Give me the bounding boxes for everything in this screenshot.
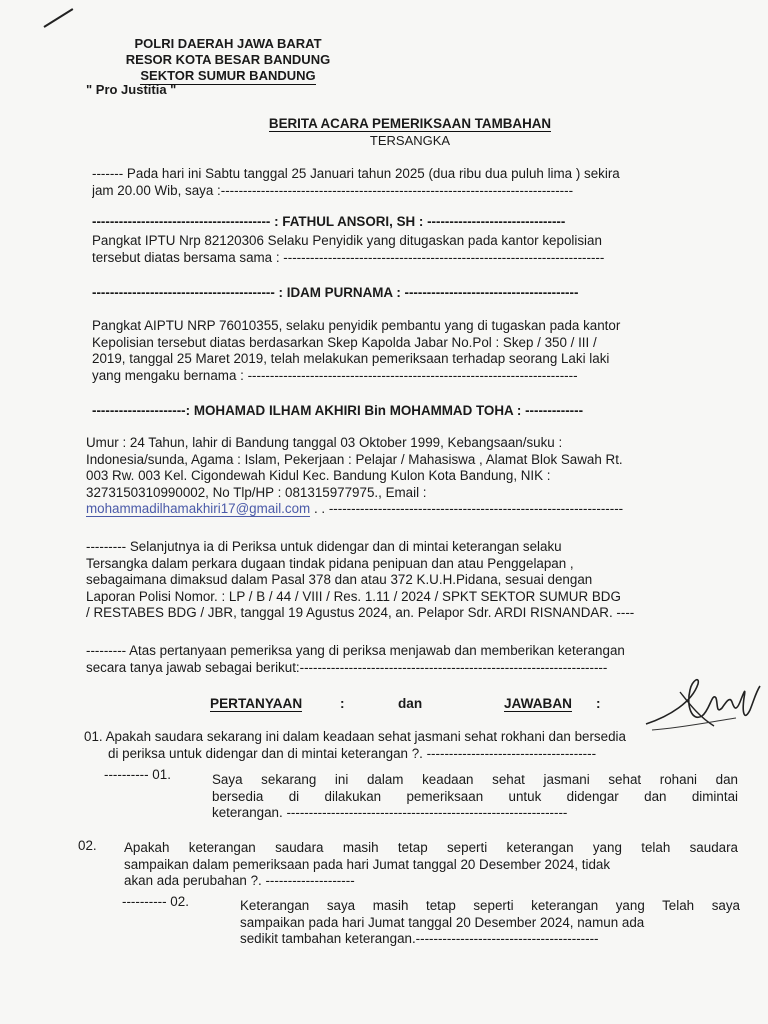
case-context: --------- Selanjutnya ia di Periksa untuk didengar dan di mintai keterangan selaku Tersangka dalam perkara dugaan tindak pidana penipuan dan atau Penggelapan , sebagaimana dimaksud dalam Pasal 378 dan atau 372 K.U.H.Pidana, sesuai dengan Laporan Polisi Nomor. : LP / B / 44 / VIII / Res. 1.11 / 2024 / SPKT SEKTOR SUMUR BDG / RESTABES BDG / JBR, tanggal 19 Agustus 2024, an. Pelapor Sdr. ARDI RISNANDAR. ---- bbox=[86, 539, 635, 621]
letterhead bbox=[112, 36, 344, 85]
question-1: 01. Apakah saudara sekarang ini dalam keadaan sehat jasmani sehat rokhani dan bersedia di periksa untuk didengar dan di mintai keterangan ?. -------------------------------------- bbox=[84, 729, 626, 761]
answer-2: Keterangan saya masih tetap seperti keterangan yang Telah saya sampaikan pada hari Jumat tanggal 20 Desember 2024, namun ada sedikit tambahan keterangan.----------------------------------------- bbox=[240, 898, 740, 947]
letterhead-line-3: SEKTOR SUMUR BANDUNG bbox=[140, 68, 316, 83]
answer-1-number: ---------- 01. bbox=[104, 767, 171, 782]
qa-colon: : bbox=[596, 696, 601, 711]
question-2: Apakah keterangan saudara masih tetap seperti keterangan yang telah saudara sampaikan dalam pemeriksaan pada hari Jumat tanggal 20 Desember 2024, tidak akan ada perubahan ?. -------------------- bbox=[124, 840, 738, 889]
qa-question-heading: PERTANYAAN bbox=[210, 696, 303, 711]
answer-1: Saya sekarang ini dalam keadaan sehat jasmani sehat rohani dan bersedia di dilakukan pemeriksaan untuk didengar dan dimintai keterangan. --------------------------------------------------------------- bbox=[212, 772, 738, 821]
document-subtitle: TERSANGKA bbox=[369, 133, 451, 148]
suspect-details: Umur : 24 Tahun, lahir di Bandung tanggal 03 Oktober 1999, Kebangsaan/suku : Indonesia/sunda, Agama : Islam, Pekerjaan : Pelajar / Mahasiswa , Alamat Blok Sawah Rt. 003 Rw. 003 Kel. Cigondewah Kidul Kec. Bandung Kulon Kota Bandung, NIK : 3273150310990002, No Tlp/HP : 081315977975., Email : mohammadilhamakhiri17@gmail.com . . ------------------------------------------------------------------ bbox=[86, 435, 624, 517]
investigator-1-details: Pangkat IPTU Nrp 82120306 Selaku Penyidik yang ditugaskan pada kantor kepolisian tersebut diatas bersama sama : ------------------------------------------------------------------------ bbox=[92, 233, 605, 265]
email-link[interactable]: mohammadilhamakhiri17@gmail.com bbox=[86, 501, 311, 517]
investigator-2-name: ----------------------------------------- : IDAM PURNAMA : --------------------------------------- bbox=[92, 285, 579, 300]
opening-line: ------- Pada hari ini Sabtu tanggal 25 Januari tahun 2025 (dua ribu dua puluh lima ) sekira bbox=[92, 166, 620, 181]
opening-line: jam 20.00 Wib, saya :------------------------------------------------------------------------------- bbox=[92, 182, 574, 198]
letterhead-line-2: RESOR KOTA BESAR BANDUNG bbox=[125, 52, 331, 67]
suspect-name: ---------------------: MOHAMAD ILHAM AKHIRI Bin MOHAMMAD TOHA : ------------- bbox=[92, 403, 584, 418]
investigator-2-details: Pangkat AIPTU NRP 76010355, selaku penyidik pembantu yang di tugaskan pada kantor Kepolisian tersebut diatas berdasarkan Skep Kapolda Jabar No.Pol : Skep / 350 / III / 2019, tanggal 25 Maret 2019, telah melakukan pemeriksaan terhadap seorang Laki laki yang mengaku bernama : -------------------------------------------------------------------------- bbox=[92, 318, 621, 383]
document-title: BERITA ACARA PEMERIKSAAN TAMBAHAN bbox=[268, 116, 552, 131]
qa-intro: --------- Atas pertanyaan pemeriksa yang di periksa menjawab dan memberikan keterangan secara tanya jawab sebagai berikut:--------------------------------------------------------------------- bbox=[86, 643, 625, 675]
investigator-1-name: ---------------------------------------- : FATHUL ANSORI, SH : ------------------------------- bbox=[92, 214, 566, 229]
pen-mark bbox=[43, 8, 73, 28]
qa-colon: : bbox=[340, 696, 345, 711]
pro-justitia: " Pro Justitia " bbox=[86, 82, 177, 97]
qa-and: dan bbox=[398, 696, 423, 711]
question-2-number: 02. bbox=[78, 838, 97, 853]
opening-paragraph bbox=[92, 166, 726, 199]
qa-answer-heading: JAWABAN bbox=[504, 696, 572, 711]
answer-2-number: ---------- 02. bbox=[122, 894, 189, 909]
letterhead-line-1: POLRI DAERAH JAWA BARAT bbox=[134, 36, 322, 51]
